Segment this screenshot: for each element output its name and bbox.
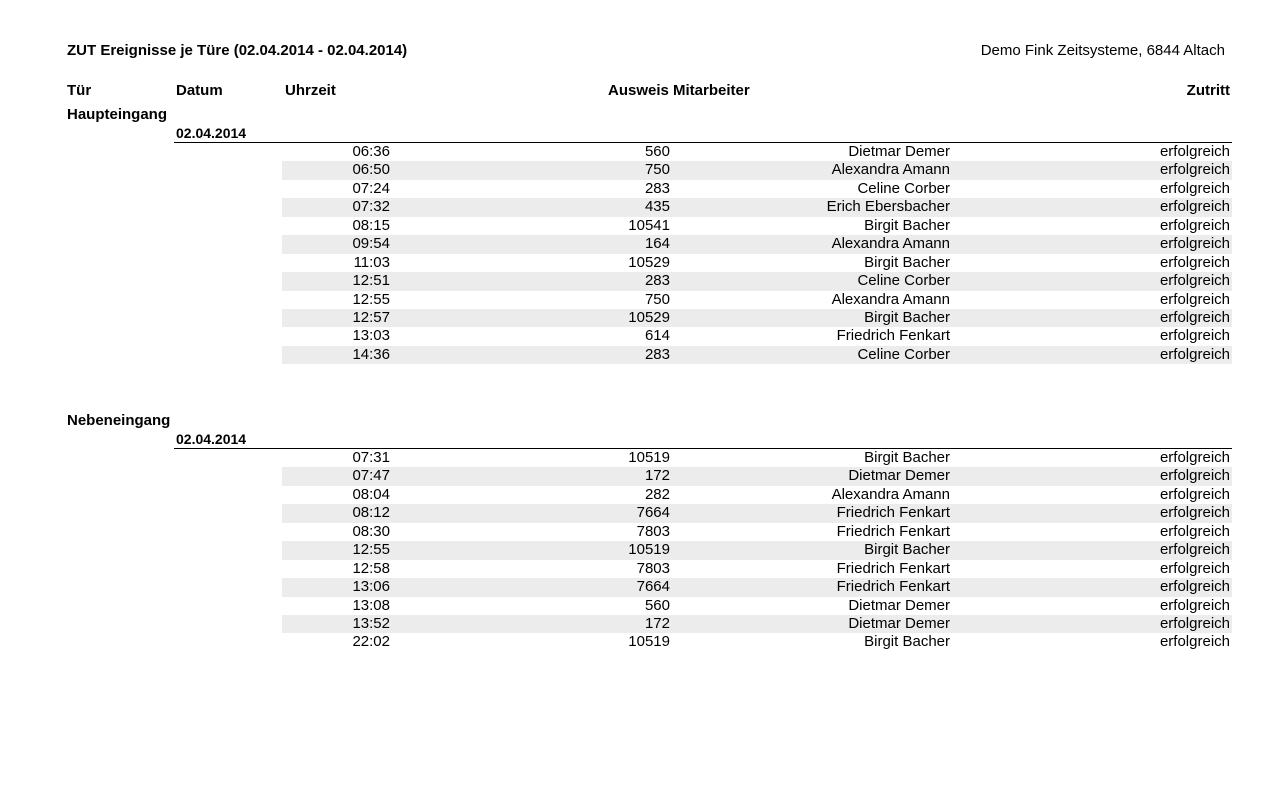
- time-cell: 06:36: [352, 143, 390, 160]
- access-cell: erfolgreich: [1159, 143, 1230, 160]
- access-cell: erfolgreich: [1159, 541, 1230, 559]
- employee-cell: Birgit Bacher: [864, 449, 950, 466]
- badge-cell: 435: [644, 198, 670, 216]
- time-cell: 08:15: [352, 216, 390, 234]
- report-title: ZUT Ereignisse je Türe (02.04.2014 - 02.04.2014): [67, 42, 408, 59]
- badge-cell: 282: [644, 485, 670, 503]
- employee-cell: Celine Corber: [857, 272, 950, 290]
- badge-cell: 283: [644, 179, 670, 197]
- employee-cell: Birgit Bacher: [864, 308, 950, 326]
- badge-cell: 7664: [636, 504, 670, 522]
- table-row: [282, 254, 1232, 272]
- employee-cell: Dietmar Demer: [848, 467, 950, 485]
- badge-cell: 10519: [628, 541, 670, 559]
- access-cell: erfolgreich: [1159, 614, 1230, 632]
- access-cell: erfolgreich: [1159, 235, 1230, 253]
- access-cell: erfolgreich: [1159, 467, 1230, 485]
- time-cell: 13:08: [352, 596, 390, 614]
- date-label: 02.04.2014: [176, 125, 247, 141]
- time-cell: 08:04: [352, 485, 390, 503]
- badge-cell: 164: [644, 235, 670, 253]
- access-cell: erfolgreich: [1159, 198, 1230, 216]
- time-cell: 13:06: [352, 578, 390, 596]
- table-row: [282, 180, 1232, 198]
- time-cell: 08:12: [352, 504, 390, 522]
- time-cell: 07:47: [352, 467, 390, 485]
- badge-cell: 10529: [628, 308, 670, 326]
- employee-cell: Friedrich Fenkart: [836, 559, 950, 577]
- badge-cell: 750: [644, 290, 670, 308]
- employee-cell: Alexandra Amann: [831, 485, 950, 503]
- access-cell: erfolgreich: [1159, 161, 1230, 179]
- column-header-access: Zutritt: [1186, 82, 1230, 99]
- table-row: [282, 143, 1232, 161]
- access-cell: erfolgreich: [1159, 253, 1230, 271]
- column-header-badge-employee: Ausweis Mitarbeiter: [608, 82, 750, 99]
- employee-cell: Dietmar Demer: [848, 143, 950, 160]
- door-name: Nebeneingang: [67, 412, 171, 429]
- badge-cell: 10519: [628, 633, 670, 651]
- access-cell: erfolgreich: [1159, 449, 1230, 466]
- table-row: [282, 504, 1232, 522]
- access-cell: erfolgreich: [1159, 308, 1230, 326]
- badge-cell: 283: [644, 345, 670, 363]
- access-cell: erfolgreich: [1159, 179, 1230, 197]
- employee-cell: Dietmar Demer: [848, 596, 950, 614]
- employee-cell: Celine Corber: [857, 345, 950, 363]
- table-row: [282, 272, 1232, 290]
- badge-cell: 7803: [636, 559, 670, 577]
- employee-cell: Alexandra Amann: [831, 161, 950, 179]
- access-cell: erfolgreich: [1159, 522, 1230, 540]
- table-row: [282, 346, 1232, 364]
- employee-cell: Friedrich Fenkart: [836, 578, 950, 596]
- event-rows: [282, 143, 1232, 364]
- badge-cell: 283: [644, 272, 670, 290]
- employee-cell: Friedrich Fenkart: [836, 327, 950, 345]
- time-cell: 12:51: [352, 272, 390, 290]
- employee-cell: Erich Ebersbacher: [826, 198, 950, 216]
- badge-cell: 10541: [628, 216, 670, 234]
- time-cell: 14:36: [352, 345, 390, 363]
- employee-cell: Alexandra Amann: [831, 290, 950, 308]
- time-cell: 07:32: [352, 198, 390, 216]
- badge-cell: 7664: [636, 578, 670, 596]
- employee-cell: Birgit Bacher: [864, 216, 950, 234]
- access-cell: erfolgreich: [1159, 485, 1230, 503]
- badge-cell: 614: [644, 327, 670, 345]
- door-name: Haupteingang: [67, 106, 167, 123]
- table-row: [282, 523, 1232, 541]
- date-label: 02.04.2014: [176, 431, 247, 447]
- access-cell: erfolgreich: [1159, 272, 1230, 290]
- employee-cell: Friedrich Fenkart: [836, 504, 950, 522]
- badge-cell: 560: [644, 596, 670, 614]
- time-cell: 08:30: [352, 522, 390, 540]
- table-row: [282, 235, 1232, 253]
- time-cell: 07:31: [352, 449, 390, 466]
- table-row: [282, 615, 1232, 633]
- time-cell: 13:03: [352, 327, 390, 345]
- time-cell: 22:02: [352, 633, 390, 651]
- employee-cell: Dietmar Demer: [848, 614, 950, 632]
- table-row: [282, 161, 1232, 179]
- table-row: [282, 541, 1232, 559]
- badge-cell: 750: [644, 161, 670, 179]
- table-row: [282, 217, 1232, 235]
- table-row: [282, 597, 1232, 615]
- time-cell: 12:57: [352, 308, 390, 326]
- time-cell: 12:58: [352, 559, 390, 577]
- time-cell: 13:52: [352, 614, 390, 632]
- access-cell: erfolgreich: [1159, 504, 1230, 522]
- time-cell: 06:50: [352, 161, 390, 179]
- time-cell: 12:55: [352, 541, 390, 559]
- table-row: [282, 327, 1232, 345]
- employee-cell: Friedrich Fenkart: [836, 522, 950, 540]
- table-row: [282, 486, 1232, 504]
- column-header-door: Tür: [67, 82, 92, 99]
- time-cell: 09:54: [352, 235, 390, 253]
- badge-cell: 10529: [628, 253, 670, 271]
- access-cell: erfolgreich: [1159, 345, 1230, 363]
- employee-cell: Birgit Bacher: [864, 633, 950, 651]
- time-cell: 07:24: [352, 179, 390, 197]
- table-row: [282, 467, 1232, 485]
- time-cell: 11:03: [353, 253, 390, 271]
- access-cell: erfolgreich: [1159, 559, 1230, 577]
- table-row: [282, 449, 1232, 467]
- access-cell: erfolgreich: [1159, 327, 1230, 345]
- access-cell: erfolgreich: [1159, 596, 1230, 614]
- table-row: [282, 578, 1232, 596]
- employee-cell: Celine Corber: [857, 179, 950, 197]
- access-cell: erfolgreich: [1159, 633, 1230, 651]
- table-row: [282, 198, 1232, 216]
- event-rows: [282, 449, 1232, 652]
- badge-cell: 172: [644, 614, 670, 632]
- column-header-date: Datum: [176, 82, 223, 99]
- table-row: [282, 291, 1232, 309]
- table-row: [282, 633, 1232, 651]
- access-cell: erfolgreich: [1159, 290, 1230, 308]
- company-name: Demo Fink Zeitsysteme, 6844 Altach: [980, 42, 1225, 59]
- employee-cell: Birgit Bacher: [864, 541, 950, 559]
- access-cell: erfolgreich: [1159, 578, 1230, 596]
- badge-cell: 7803: [636, 522, 670, 540]
- time-cell: 12:55: [352, 290, 390, 308]
- access-cell: erfolgreich: [1159, 216, 1230, 234]
- badge-cell: 560: [644, 143, 670, 160]
- column-header-time: Uhrzeit: [285, 82, 336, 99]
- badge-cell: 172: [644, 467, 670, 485]
- table-row: [282, 309, 1232, 327]
- employee-cell: Birgit Bacher: [864, 253, 950, 271]
- table-row: [282, 560, 1232, 578]
- badge-cell: 10519: [628, 449, 670, 466]
- employee-cell: Alexandra Amann: [831, 235, 950, 253]
